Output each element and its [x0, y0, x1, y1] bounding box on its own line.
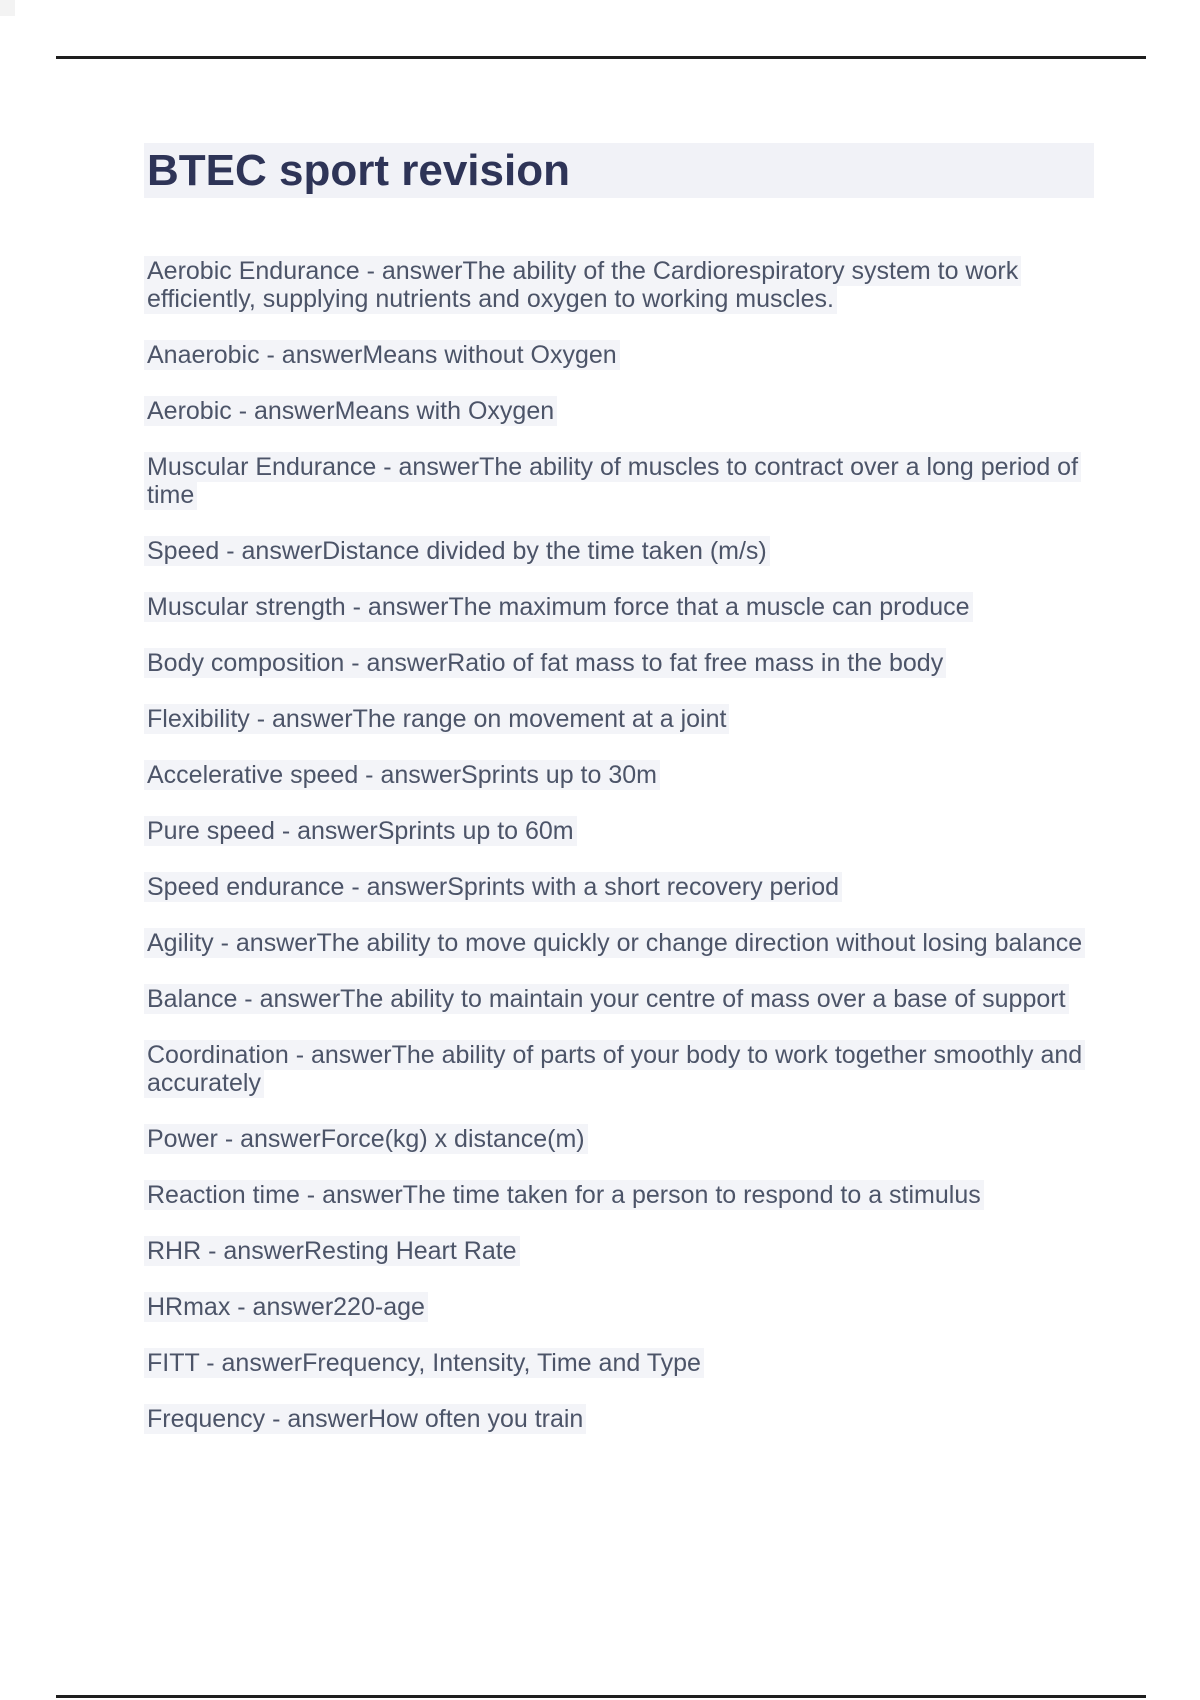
definition-row: [144, 537, 1094, 565]
definition-row: [144, 397, 1094, 425]
highlighted-text: [144, 1236, 520, 1266]
answer-marker: - answer: [345, 593, 449, 621]
answer-marker: - answer: [201, 1237, 304, 1265]
definition-row: [144, 705, 1094, 733]
term-text: FITT: [147, 1349, 200, 1377]
term-text: Power: [147, 1125, 218, 1153]
definition-row: [144, 761, 1094, 789]
term-text: Flexibility: [147, 705, 250, 733]
highlighted-text: [144, 1040, 1085, 1098]
definition-row: [144, 1293, 1094, 1321]
highlighted-text: [144, 1124, 588, 1154]
highlighted-text: [144, 1404, 586, 1434]
answer-marker: - answer: [344, 649, 448, 677]
term-text: Reaction time: [147, 1181, 300, 1209]
definition-row: [144, 1349, 1094, 1377]
term-text: Aerobic Endurance: [147, 257, 360, 285]
answer-text: The ability to move quickly or change direction without losing balance: [316, 929, 1083, 957]
term-text: Coordination: [147, 1041, 289, 1069]
document-body: [144, 143, 1094, 1461]
answer-marker: - answer: [219, 537, 323, 565]
answer-marker: - answer: [213, 929, 317, 957]
answer-marker: - answer: [259, 341, 363, 369]
definition-row: [144, 985, 1094, 1013]
term-text: Anaerobic: [147, 341, 260, 369]
definition-row: [144, 1041, 1094, 1097]
highlighted-text: [144, 704, 729, 734]
definition-row: [144, 257, 1094, 313]
term-text: Agility: [147, 929, 214, 957]
definition-row: [144, 817, 1094, 845]
highlighted-text: [144, 872, 842, 902]
answer-marker: - answer: [231, 397, 335, 425]
answer-marker: - answer: [376, 453, 480, 481]
highlighted-text: [144, 452, 1081, 510]
answer-text: Means without Oxygen: [362, 341, 617, 369]
highlighted-text: [144, 340, 620, 370]
definition-row: [144, 1181, 1094, 1209]
definition-row: [144, 1125, 1094, 1153]
answer-text: The ability to maintain your centre of mass over a base of support: [340, 985, 1066, 1013]
answer-text: Sprints up to 60m: [377, 817, 574, 845]
highlighted-text: [144, 1348, 704, 1378]
term-text: Muscular strength: [147, 593, 346, 621]
definition-row: [144, 593, 1094, 621]
highlighted-text: [144, 648, 946, 678]
answer-marker: - answer: [299, 1181, 403, 1209]
answer-text: Sprints with a short recovery period: [447, 873, 840, 901]
definition-row: [144, 649, 1094, 677]
definition-row: [144, 341, 1094, 369]
highlighted-text: [144, 928, 1085, 958]
highlighted-text: [144, 592, 973, 622]
top-rule: [56, 56, 1146, 59]
highlighted-text: [144, 760, 660, 790]
answer-marker: - answer: [249, 705, 353, 733]
answer-text: Frequency, Intensity, Time and Type: [302, 1349, 701, 1377]
term-text: Balance: [147, 985, 238, 1013]
highlighted-text: [144, 984, 1069, 1014]
definition-row: [144, 873, 1094, 901]
highlighted-text: [144, 536, 770, 566]
definitions-list: [144, 257, 1094, 1433]
answer-text: Means with Oxygen: [334, 397, 555, 425]
term-text: Frequency: [147, 1405, 266, 1433]
term-text: Speed: [147, 537, 220, 565]
answer-marker: - answer: [274, 817, 378, 845]
highlighted-text: [144, 396, 557, 426]
answer-text: The range on movement at a joint: [352, 705, 727, 733]
term-text: RHR: [147, 1237, 202, 1265]
answer-marker: - answer: [230, 1293, 334, 1321]
answer-marker: - answer: [344, 873, 448, 901]
answer-marker: - answer: [217, 1125, 321, 1153]
answer-marker: - answer: [288, 1041, 392, 1069]
answer-text: Distance divided by the time taken (m/s): [322, 537, 767, 565]
definition-row: [144, 929, 1094, 957]
definition-row: [144, 453, 1094, 509]
highlighted-text: [144, 816, 577, 846]
answer-text: The ability of muscles to contract over a long period of time: [147, 453, 1079, 509]
answer-marker: - answer: [237, 985, 341, 1013]
answer-text: How often you train: [367, 1405, 584, 1433]
highlighted-text: [144, 1180, 984, 1210]
answer-text: The time taken for a person to respond to a stimulus: [402, 1181, 981, 1209]
answer-marker: - answer: [265, 1405, 368, 1433]
page-corner-artifact: [0, 0, 15, 16]
bottom-rule: [56, 1695, 1146, 1698]
answer-text: Force(kg) x distance(m): [320, 1125, 585, 1153]
answer-text: Resting Heart Rate: [303, 1237, 517, 1265]
term-text: Accelerative speed: [147, 761, 359, 789]
answer-marker: - answer: [199, 1349, 303, 1377]
term-text: Body composition: [147, 649, 345, 677]
answer-marker: - answer: [359, 257, 463, 285]
answer-text: Sprints up to 30m: [461, 761, 657, 789]
answer-text: The ability of parts of your body to work together smoothly and accurately: [147, 1041, 1083, 1097]
term-text: HRmax: [147, 1293, 231, 1321]
answer-text: 220-age: [333, 1293, 425, 1321]
term-text: Aerobic: [147, 397, 232, 425]
definition-row: [144, 1405, 1094, 1433]
term-text: Pure speed: [147, 817, 275, 845]
definition-row: [144, 1237, 1094, 1265]
answer-marker: - answer: [358, 761, 462, 789]
term-text: Speed endurance: [147, 873, 345, 901]
highlighted-text: [144, 1292, 428, 1322]
highlighted-text: [144, 256, 1021, 314]
answer-text: The maximum force that a muscle can produce: [448, 593, 970, 621]
answer-text: Ratio of fat mass to fat free mass in the body: [447, 649, 944, 677]
page-title: BTEC sport revision: [144, 143, 1094, 198]
answer-text: The ability of the Cardiorespiratory system to work efficiently, supplying nutrients and oxygen to working muscles.: [147, 257, 1019, 313]
term-text: Muscular Endurance: [147, 453, 377, 481]
